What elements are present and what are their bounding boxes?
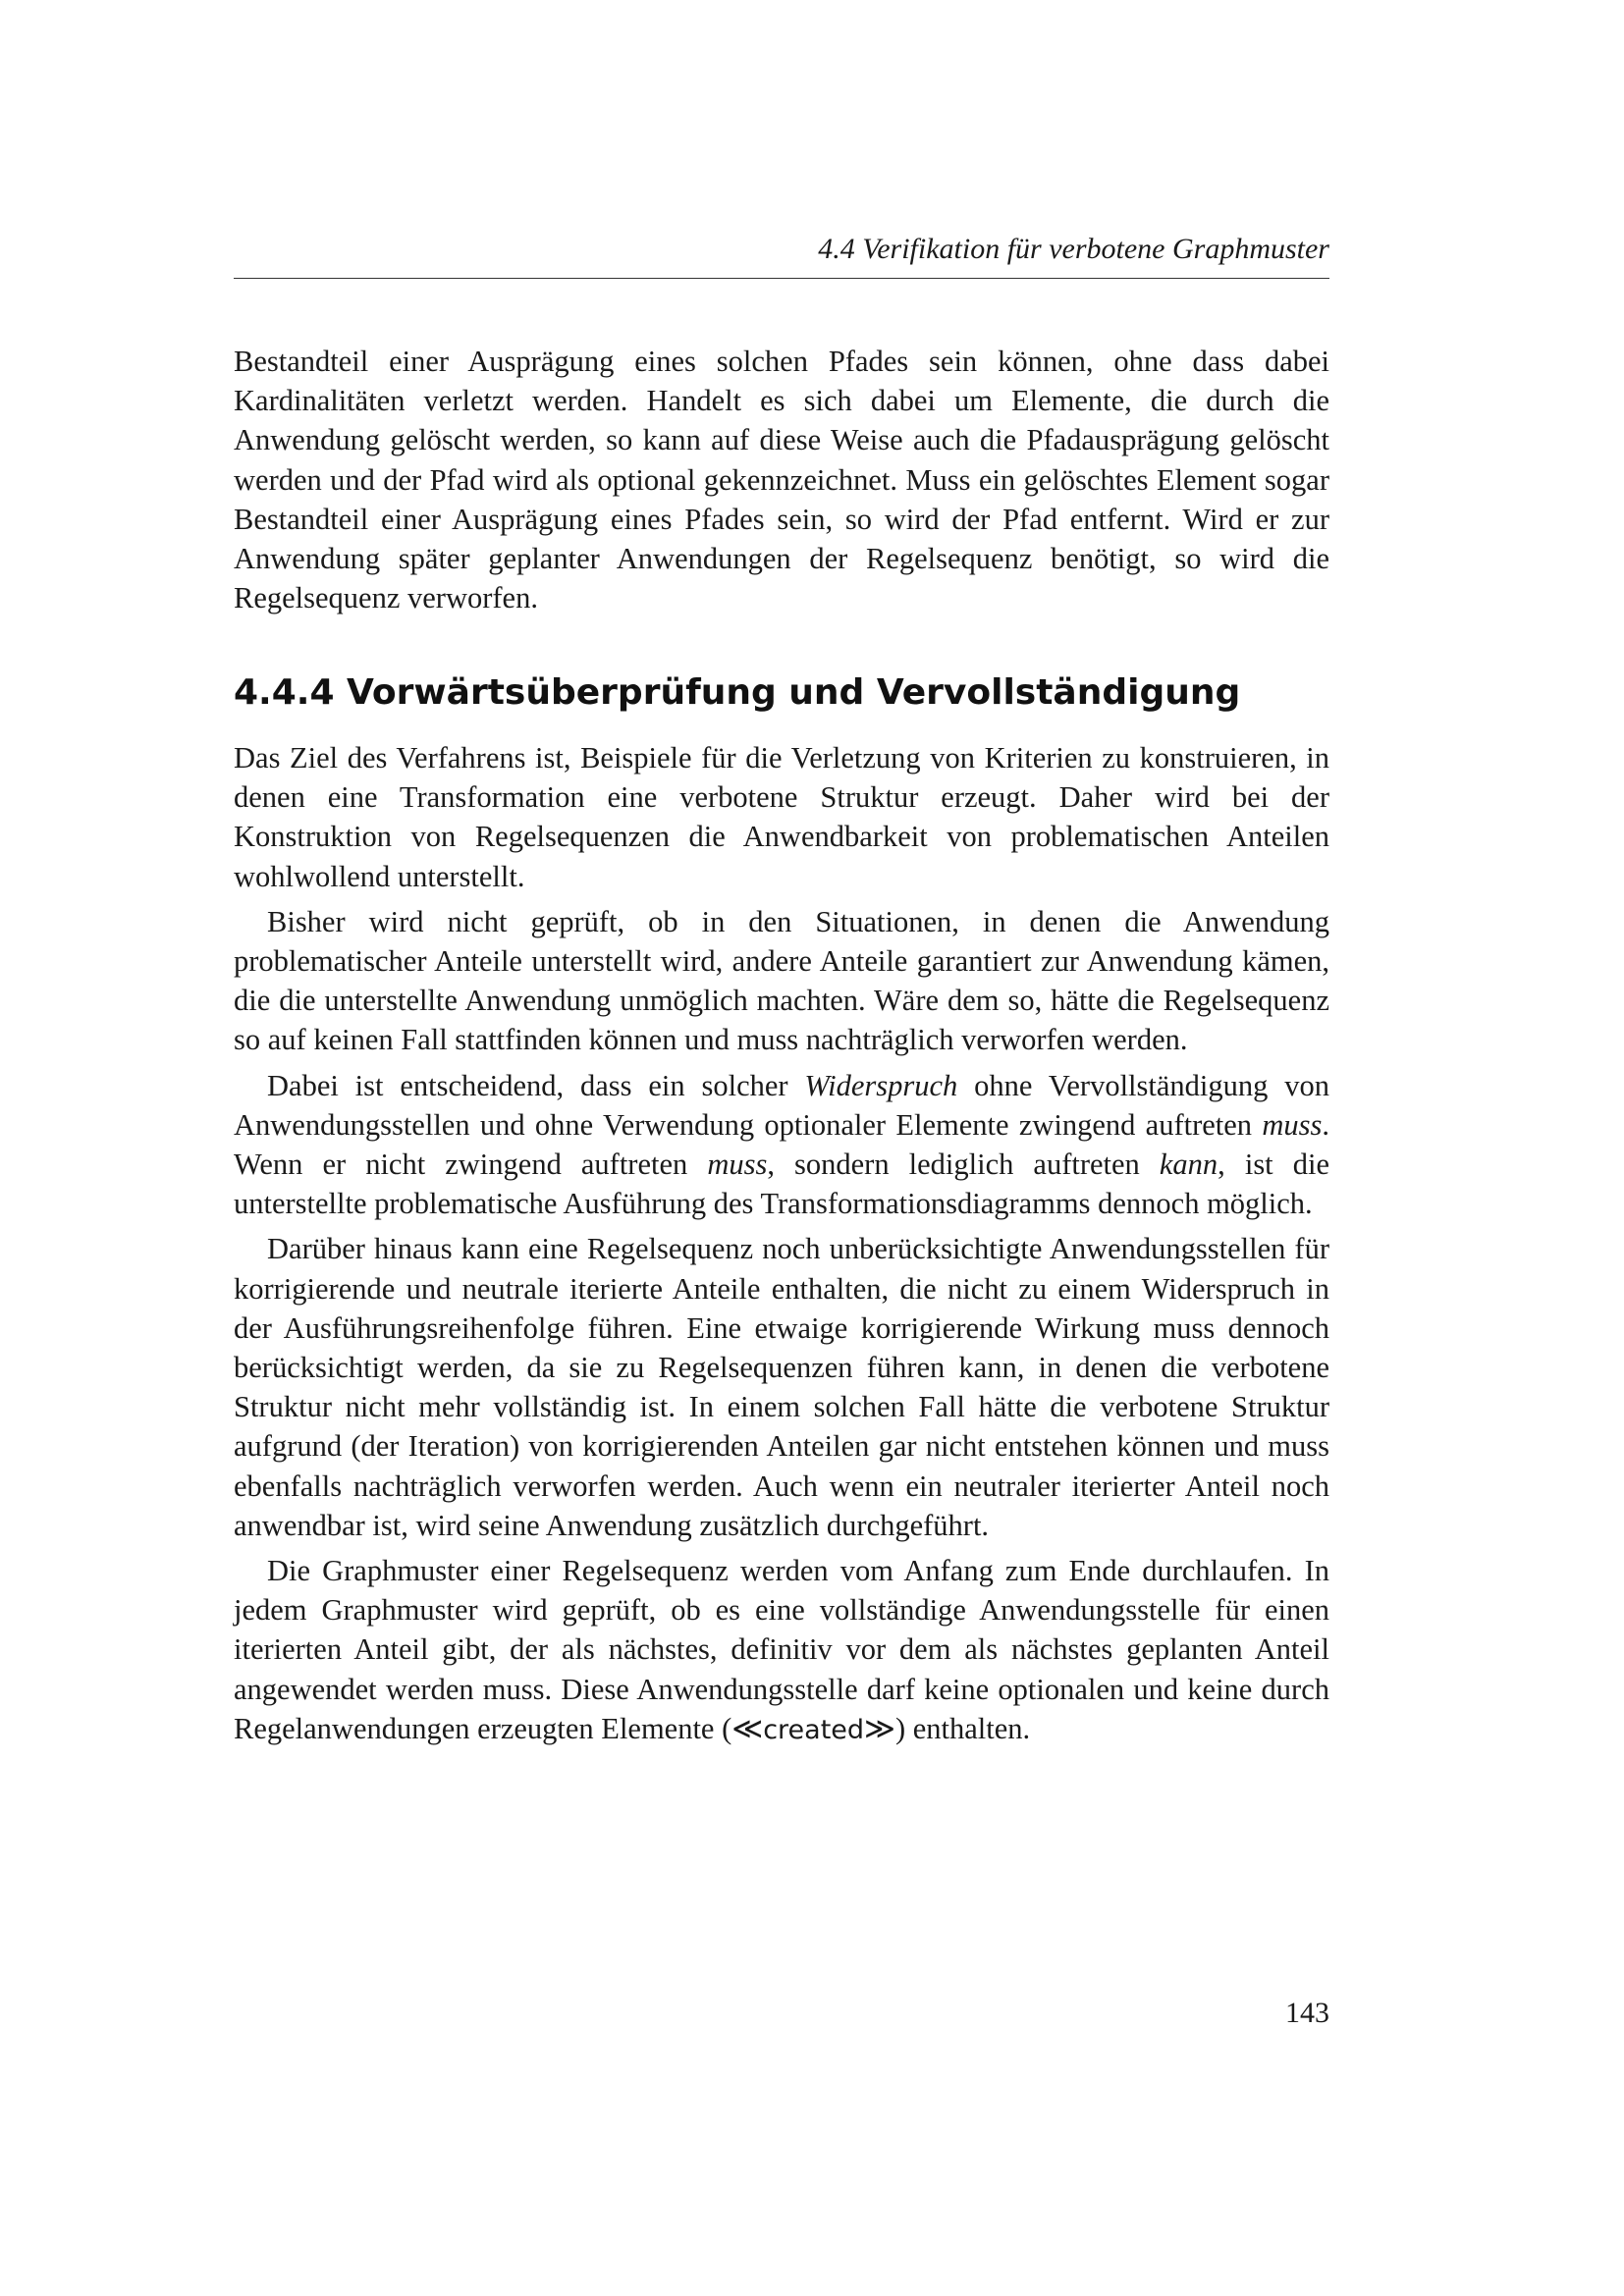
p3-text-4: , sondern lediglich auftreten [767, 1148, 1160, 1182]
running-header: 4.4 Verifikation für verbotene Graphmuster [818, 233, 1329, 265]
section-body [234, 738, 1329, 1750]
paragraph-5 [234, 1551, 1329, 1750]
p3-text-3: . Wenn er nicht zwingend auftreten [234, 1107, 1329, 1182]
p5-text-2: ≫) enthalten. [864, 1711, 1031, 1745]
p5-stereotype-created: created [763, 1714, 865, 1745]
paragraph-2: Bisher wird nicht geprüft, ob in den Situationen, in denen die Anwendung problematischer Anteile unterstellt wird, andere Anteile garantiert zur Anwendung kämen, die die unterstellte Anwendung unmöglich machten. Wäre dem so, hätte die Regelsequenz so auf keinen Fall stattfinden können und muss nachträglich verworfen werden. [234, 904, 1329, 1057]
header-rule [234, 278, 1329, 279]
p3-text-1: Dabei ist entscheidend, dass ein solcher [267, 1068, 805, 1102]
paragraph-4: Darüber hinaus kann eine Regelsequenz noch unberücksichtigte Anwendungsstellen für korrigierende und neutrale iterierte Anteile enthalten, die nicht zu einem Widerspruch in der Ausführungsreihenfolge führen. Eine etwaige korrigierende Wirkung muss dennoch berücksichtigt werden, da sie zu Regelsequenzen führen kann, in denen die verbotene Struktur nicht mehr vollständig ist. In einem solchen Fall hätte die verbotene Struktur aufgrund (der Iteration) von korrigierenden Anteilen gar nicht entstehen können und muss ebenfalls nachträglich verworfen werden. Auch wenn ein neutraler iterierter Anteil noch anwendbar ist, wird seine Anwendung zusätzlich durchgeführt. [234, 1232, 1329, 1542]
p3-text-2: ohne Vervollständigung von Anwendungsstellen und ohne Verwendung optionaler Elemente zwingend auftreten [234, 1068, 1329, 1142]
p3-emphasis-muss-2: muss [707, 1148, 768, 1182]
intro-paragraph-block [234, 342, 1329, 617]
p3-emphasis-widerspruch: Widerspruch [804, 1068, 958, 1102]
p5-text-1: Die Graphmuster einer Regelsequenz werden vom Anfang zum Ende durchlaufen. In jedem Graphmuster wird geprüft, ob es eine vollständige Anwendungsstelle für einen iterierten Anteil gibt, der als nächstes, definitiv vor dem als nächstes geplanten Anteil angewendet werden muss. Diese Anwendungsstelle darf keine optionalen und keine durch Regelanwendungen erzeugten Elemente (≪ [234, 1554, 1329, 1745]
section-heading: 4.4.4 Vorwärtsüberprüfung und Vervollständigung [234, 672, 1241, 713]
page-number: 143 [1285, 1997, 1329, 2029]
p3-emphasis-muss-1: muss [1262, 1107, 1323, 1142]
intro-paragraph: Bestandteil einer Ausprägung eines solchen Pfades sein können, ohne dass dabei Kardinalitäten verletzt werden. Handelt es sich dabei um Elemente, die durch die Anwendung gelöscht werden, so kann auf diese Weise auch die Pfadausprägung gelöscht werden und der Pfad wird als optional gekennzeichnet. Muss ein gelöschtes Element sogar Bestandteil einer Ausprägung eines Pfades sein, so wird der Pfad entfernt. Wird er zur Anwendung später geplanter Anwendungen der Regelsequenz benötigt, so wird die Regelsequenz verworfen. [234, 345, 1329, 615]
p3-emphasis-kann: kann [1159, 1148, 1218, 1182]
p3-text-5: , ist die unterstellte problematische Ausführung des Transformationsdiagramms dennoch möglich. [234, 1148, 1329, 1221]
paragraph-1: Das Ziel des Verfahrens ist, Beispiele für die Verletzung von Kriterien zu konstruieren, in denen eine Transformation eine verbotene Struktur erzeugt. Daher wird bei der Konstruktion von Regelsequenzen die Anwendbarkeit von problematischen Anteilen wohlwollend unterstellt. [234, 741, 1329, 893]
paragraph-3 [234, 1066, 1329, 1224]
